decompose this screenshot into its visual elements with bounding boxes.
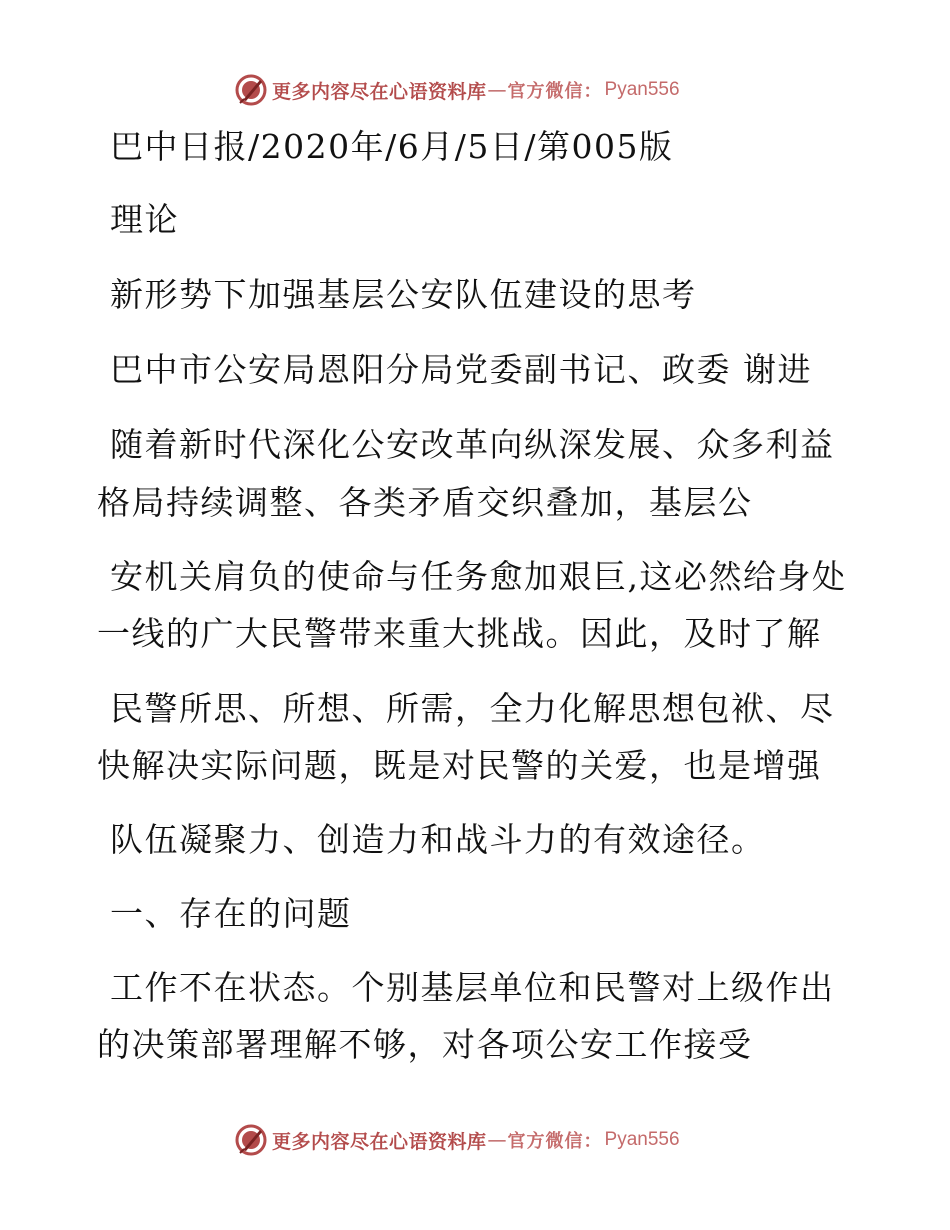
- watermark-text: 更多内容尽在心语资料库: [272, 1130, 487, 1153]
- watermark-official-label: 官方微信：: [507, 1131, 603, 1152]
- section-heading: 一、存在的问题: [110, 894, 352, 933]
- watermark-wechat-id: Pyan556: [604, 79, 680, 100]
- footer-watermark: [234, 1122, 680, 1158]
- paragraph-line: 队伍凝聚力、创造力和战斗力的有效途径。: [110, 820, 766, 859]
- section-label: 理论: [110, 200, 179, 239]
- paragraph-line: 随着新时代深化公安改革向纵深发展、众多利益: [110, 425, 835, 464]
- header-watermark: [234, 72, 680, 108]
- paragraph-line: 工作不在状态。个别基层单位和民警对上级作出: [110, 968, 835, 1007]
- paragraph-line: 一线的广大民警带来重大挑战。因此，及时了解: [97, 614, 822, 653]
- watermark-dash: —: [487, 1129, 507, 1151]
- quill-logo-icon: [234, 73, 268, 107]
- article-author: 巴中市公安局恩阳分局党委副书记、政委 谢进: [110, 350, 812, 389]
- watermark-text: 更多内容尽在心语资料库: [272, 80, 487, 103]
- paragraph-line: 的决策部署理解不够，对各项公安工作接受: [97, 1025, 753, 1064]
- paragraph-line: 格局持续调整、各类矛盾交织叠加，基层公: [97, 483, 753, 522]
- paragraph-line: 民警所思、所想、所需，全力化解思想包袱、尽: [110, 689, 835, 728]
- watermark-dash: —: [487, 79, 507, 101]
- watermark-official-label: 官方微信：: [507, 81, 603, 102]
- watermark-wechat-id: Pyan556: [604, 1129, 680, 1150]
- paragraph-line: 快解决实际问题，既是对民警的关爱，也是增强: [97, 746, 822, 785]
- paragraph-line: 安机关肩负的使命与任务愈加艰巨,这必然给身处: [110, 557, 847, 596]
- quill-logo-icon: [234, 1123, 268, 1157]
- newspaper-source: 巴中日报/2020年/6月/5日/第005版: [110, 127, 674, 166]
- article-title: 新形势下加强基层公安队伍建设的思考: [110, 275, 697, 314]
